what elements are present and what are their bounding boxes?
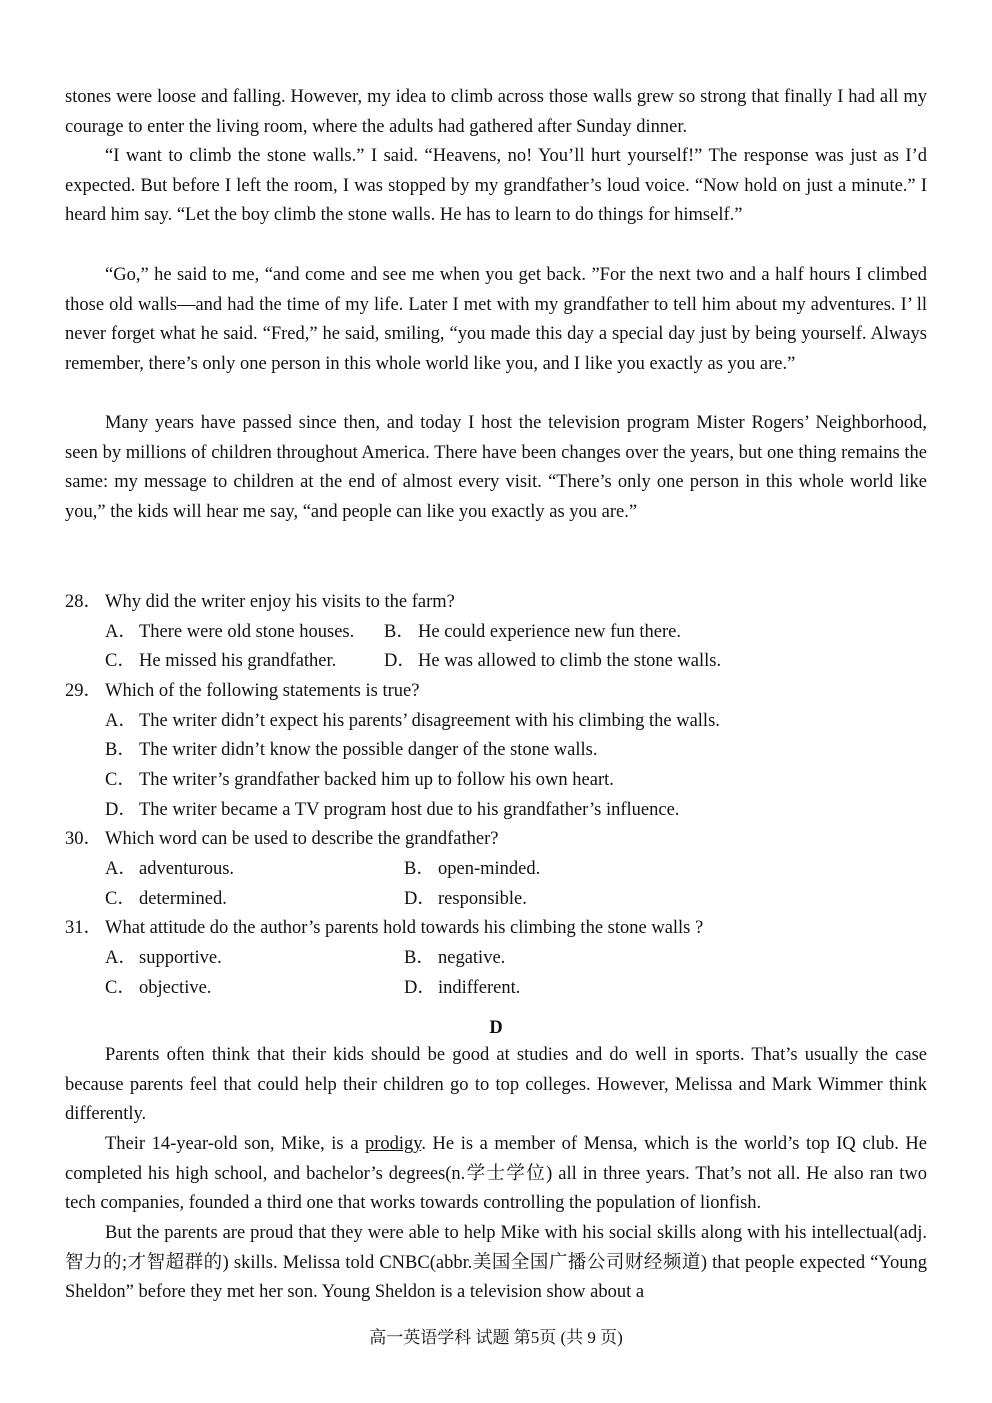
- option-text: He could experience new fun there.: [418, 622, 681, 642]
- option-29-c[interactable]: [105, 766, 614, 796]
- question-number: 28．: [65, 592, 103, 612]
- option-text: open-minded.: [438, 859, 541, 879]
- option-text: negative.: [438, 948, 506, 968]
- option-text: indifferent.: [438, 978, 521, 998]
- passage-c-paragraph-2: “I want to climb the stone walls.” I said. “Heavens, no! You’ll hurt yourself!” The response was just as I’d expected. But before I left the room, I was stopped by my grandfather’s loud voice. “Now hold on just a minute.” I heard him say. “Let the boy climb the stone walls. He has to learn to do things for himself.”: [65, 146, 927, 226]
- option-text: There were old stone houses.: [139, 622, 355, 642]
- option-text: The writer didn’t expect his parents’ disagreement with his climbing the walls.: [139, 711, 720, 731]
- passage-c-paragraph-4: Many years have passed since then, and today I host the television program Mister Rogers’ Neighborhood, seen by millions of children throughout America. There have been changes over the years, but one thing remains the same: my message to children at the end of almost every visit. “There’s only one person in this whole world like you,” the kids will hear me say, “and people can like you exactly as you are.”: [65, 413, 927, 523]
- option-text: The writer’s grandfather backed him up to follow his own heart.: [139, 770, 614, 790]
- option-letter: C．: [105, 889, 136, 909]
- option-31-b[interactable]: [404, 944, 505, 974]
- section-d-title: D: [489, 1018, 503, 1038]
- option-letter: A．: [105, 859, 137, 879]
- option-text: determined.: [139, 889, 227, 909]
- option-30-d[interactable]: [404, 885, 527, 915]
- question-28: [65, 588, 935, 618]
- passage-c-paragraph-3: “Go,” he said to me, “and come and see me when you get back. ”For the next two and a half hours I climbed those old walls—and had the time of my life. Later I met with my grandfather to tell him about my adventures. I’ ll never forget what he said. “Fred,” he said, smiling, “you made this day a special day just by being yourself. Always remember, there’s only one person in this whole world like you, and I like you exactly as you are.”: [65, 265, 927, 375]
- option-28-b[interactable]: [384, 618, 681, 648]
- option-31-c[interactable]: [105, 974, 211, 1004]
- option-30-b[interactable]: [404, 855, 540, 885]
- option-letter: B．: [404, 859, 435, 879]
- option-letter: D．: [404, 978, 436, 998]
- option-letter: D．: [384, 651, 416, 671]
- option-30-c[interactable]: [105, 885, 227, 915]
- passage-d-paragraph-1: Parents often think that their kids should be good at studies and do well in sports. That’s usually the case because parents feel that could help their children go to top colleges. However, Melissa and Mark Wimmer think differently.: [65, 1045, 927, 1125]
- option-text: objective.: [139, 978, 212, 998]
- question-text: Which word can be used to describe the grandfather?: [105, 829, 499, 849]
- option-text: supportive.: [139, 948, 222, 968]
- option-text: responsible.: [438, 889, 527, 909]
- question-text: What attitude do the author’s parents hold towards his climbing the stone walls ?: [105, 918, 704, 938]
- option-text: He was allowed to climb the stone walls.: [418, 651, 722, 671]
- option-30-a[interactable]: [105, 855, 234, 885]
- option-29-d[interactable]: [105, 796, 679, 826]
- option-28-a[interactable]: [105, 618, 354, 648]
- option-29-a[interactable]: [105, 707, 720, 737]
- option-letter: C．: [105, 978, 136, 998]
- question-text: Why did the writer enjoy his visits to the farm?: [105, 592, 455, 612]
- option-29-b[interactable]: [105, 736, 597, 766]
- option-28-c[interactable]: [105, 647, 336, 677]
- question-number: 29．: [65, 681, 103, 701]
- page-footer: 高一英语学科 试题 第5页 (共 9 页): [369, 1328, 623, 1347]
- option-text: The writer became a TV program host due to his grandfather’s influence.: [139, 800, 680, 820]
- option-letter: C．: [105, 770, 136, 790]
- option-letter: A．: [105, 948, 137, 968]
- option-text: He missed his grandfather.: [139, 651, 337, 671]
- option-text: adventurous.: [139, 859, 235, 879]
- option-letter: B．: [105, 740, 136, 760]
- question-number: 30．: [65, 829, 103, 849]
- underlined-word-prodigy: prodigy: [365, 1134, 422, 1154]
- option-letter: C．: [105, 651, 136, 671]
- question-text: Which of the following statements is true?: [105, 681, 420, 701]
- passage-c-paragraph-1: stones were loose and falling. However, my idea to climb across those walls grew so strong that finally I had all my courage to enter the living room, where the adults had gathered after Sunday dinner.: [65, 87, 927, 137]
- option-text: The writer didn’t know the possible danger of the stone walls.: [139, 740, 598, 760]
- option-31-a[interactable]: [105, 944, 222, 974]
- option-28-d[interactable]: [384, 647, 721, 677]
- question-30: [65, 825, 935, 855]
- passage-d-paragraph-2: [65, 1130, 927, 1219]
- option-31-d[interactable]: [404, 974, 520, 1004]
- option-letter: A．: [105, 622, 137, 642]
- paragraph-text: . He is a member of Mensa, which is the world’s top IQ club. He completed his high school, and bachelor’s degrees(n.学士学位) all in three years. That’s not all. He also ran two tech companies, founded a third one that works towards controlling the population of lionfish.: [65, 1134, 927, 1214]
- option-letter: D．: [404, 889, 436, 909]
- question-number: 31．: [65, 918, 103, 938]
- option-letter: B．: [404, 948, 435, 968]
- passage-d-paragraph-3: But the parents are proud that they were able to help Mike with his social skills along with his intellectual(adj.智力的;才智超群的) skills. Melissa told CNBC(abbr.美国全国广播公司财经频道) that people expected “Young Sheldon” before they met her son. Young Sheldon is a television show about a: [65, 1223, 927, 1303]
- option-letter: D．: [105, 800, 137, 820]
- option-letter: B．: [384, 622, 415, 642]
- paragraph-text: Their 14-year-old son, Mike, is a: [105, 1134, 365, 1154]
- question-29: [65, 677, 935, 707]
- question-31: [65, 914, 935, 944]
- option-letter: A．: [105, 711, 137, 731]
